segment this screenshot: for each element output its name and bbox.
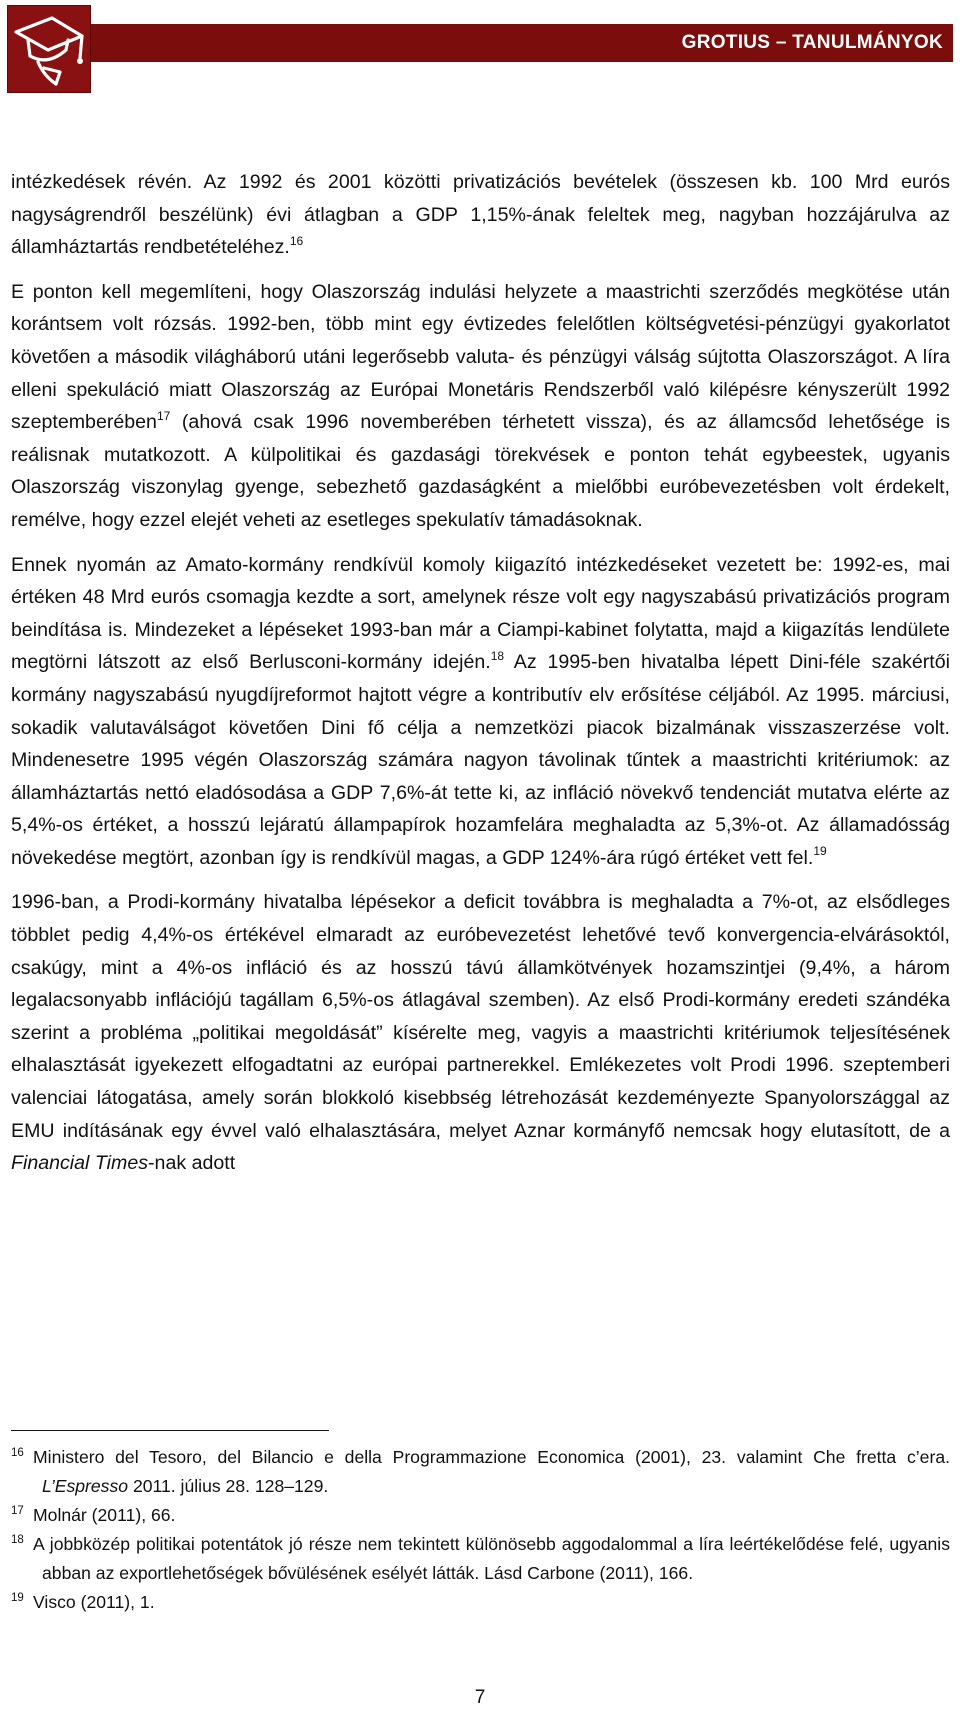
text-run: Az 1995-ben hivatalba lépett Dini-féle szakértői kormány nagyszabású nyugdíjreformot hajtott végre a kontributív elv erősítése céljából. Az 1995. márciusi, sokadik valutaválságot követően Dini fő célja a nemzetközi piacok bizalmának visszaszerzése volt. Mindenesetre 1995 végén Olaszország számára nagyon távolinak tűntek a maastrichti kritériumok: az államháztartás nettó eladósodása a GDP 7,6%-át tette ki, az infláció növekvő tendenciát mutatva elérte az 5,4%-os értéket, a hosszú lejáratú állampapírok hozamfelára meghaladta az 5,3%-ot. Az államadósság növekedése megtört, azonban így is rendkívül magas, a GDP 124%-ára rúgó értéket vett fel.	[11, 651, 951, 869]
header-title: GROTIUS – TANULMÁNYOK	[681, 32, 943, 53]
header-bar	[8, 24, 953, 62]
footnote: $^{19}$ Visco (2011), 1.	[11, 1592, 155, 1612]
footnote-separator	[11, 1430, 329, 1431]
footnote-reference: 17	[156, 408, 171, 423]
logo	[8, 6, 90, 92]
text-run: Molnár (2011), 66.	[33, 1505, 176, 1525]
footnotes	[11, 1443, 950, 1617]
text-run: intézkedések révén. Az 1992 és 2001 közötti privatizációs bevételek (összesen kb. 100 Mrd eurós nagyságrendről beszélünk) évi átlagban a GDP 1,15%-ának feleltek meg, nagyban hozzájárulva az államháztartás rendbetételéhez.	[11, 171, 950, 259]
paragraph	[11, 166, 950, 264]
footnote: $^{17}$ Molnár (2011), 66.	[11, 1505, 176, 1525]
mortarboard-quill-icon	[8, 6, 90, 92]
text-run: (ahová csak 1996 novemberében térhetett vissza), és az államcsőd lehetősége is reálisnak mutatkozott. A külpolitikai és gazdasági törekvések e ponton tehát egybeestek, ugyanis Olaszország viszonylag gyenge, sebezhető gazdaságként a mielőbbi euróbevezetésben volt érdekelt, remélve, hogy ezzel elejét veheti az esetleges spekulatív támadásoknak.	[11, 411, 950, 531]
text-run: -nak adott	[148, 1152, 236, 1175]
footnote-reference: 19	[813, 844, 827, 859]
paragraph	[11, 886, 950, 1179]
text-run: 2011. július 28. 128–129.	[128, 1476, 329, 1496]
text-run: A jobbközép politikai potentátok jó része nem tekintett különösebb aggodalommal a líra leértékelődése felé, ugyanis abban az exportlehetőségek bővülésének esélyét látták. Lásd Carbone (2011), 166.	[33, 1534, 950, 1583]
footnote: $^{18}$ A jobbközép politikai potentátok jó része nem tekintett különösebb aggodalommal a líra leértékelődése felé, ugyanis abban az exportlehetőségek bővülésének esélyét látták. Lásd Carbone (2011), 166.	[11, 1534, 950, 1583]
text-run: Ministero del Tesoro, del Bilancio e della Programmazione Economica (2001), 23. valamint Che fretta c’era.	[33, 1447, 950, 1467]
text-run: E ponton kell megemlíteni, hogy Olaszország indulási helyzete a maastrichti szerződés megkötése után korántsem volt rózsás. 1992-ben, több mint egy évtizedes felelőtlen költségvetési-pénzügyi gyakorlatot követően a második világháború utáni legerősebb valuta- és pénzügyi válság sújtotta Olaszországot. A líra elleni spekuláció miatt Olaszország az Európai Monetáris Rendszerből való kilépésre kényszerült 1992 szeptemberében	[11, 280, 950, 434]
text-run: Visco (2011), 1.	[33, 1592, 155, 1612]
footnote-reference: 18	[490, 648, 505, 663]
paragraph	[11, 549, 950, 875]
footnote-reference: 16	[289, 233, 304, 248]
page-header	[0, 0, 960, 100]
text-run: 1996-ban, a Prodi-kormány hivatalba lépésekor a deficit továbbra is meghaladta a 7%-ot, az elsődleges többlet pedig 4,4%-os értékével elmaradt az euróbevezetést lehetővé tevő konvergencia-elvárásoktól, csakúgy, mint a 4%-os infláció és az hosszú távú államkötvények hozamszintjei (9,4%, a három legalacsonyabb inflációjú tagállam 6,5%-os átlagával szemben). Az első Prodi-kormány eredeti szándéka szerint a probléma „politikai megoldását” kísérelte meg, vagyis a maastrichti kritériumok teljesítésének elhalasztását igyekezett elfogadtatni az európai partnerekkel. Emlékezetes volt Prodi 1996. szeptemberi valenciai látogatása, amely során blokkoló kisebbség létrehozását kezdeményezte Spanyolországgal az EMU indításának egy évvel való elhalasztására, melyet Aznar kormányfő nemcsak hogy elutasított, de a	[11, 891, 950, 1142]
page-number: 7	[474, 1687, 486, 1708]
italic-text: Financial Times	[11, 1152, 149, 1175]
paragraph	[11, 276, 950, 537]
italic-text: L’Espresso	[42, 1476, 129, 1496]
body-text	[11, 166, 950, 1192]
text-run: Ennek nyomán az Amato-kormány rendkívül komoly kiigazító intézkedéseket vezetett be: 1992-es, mai értéken 48 Mrd eurós csomagja kezdte a sort, amelynek része volt egy nagyszabású privatizációs program beindítása is. Mindezeket a lépéseket 1993-ban már a Ciampi-kabinet folytatta, majd a kiigazítás lendülete megtörni látszott az első Berlusconi-kormány idején.	[11, 553, 950, 674]
footnote: $^{16}$ Ministero del Tesoro, del Bilancio e della Programmazione Economica (2001), 23. valamint Che fretta c’era. L’Espresso 2011. július 28. 128–129.	[11, 1447, 950, 1496]
